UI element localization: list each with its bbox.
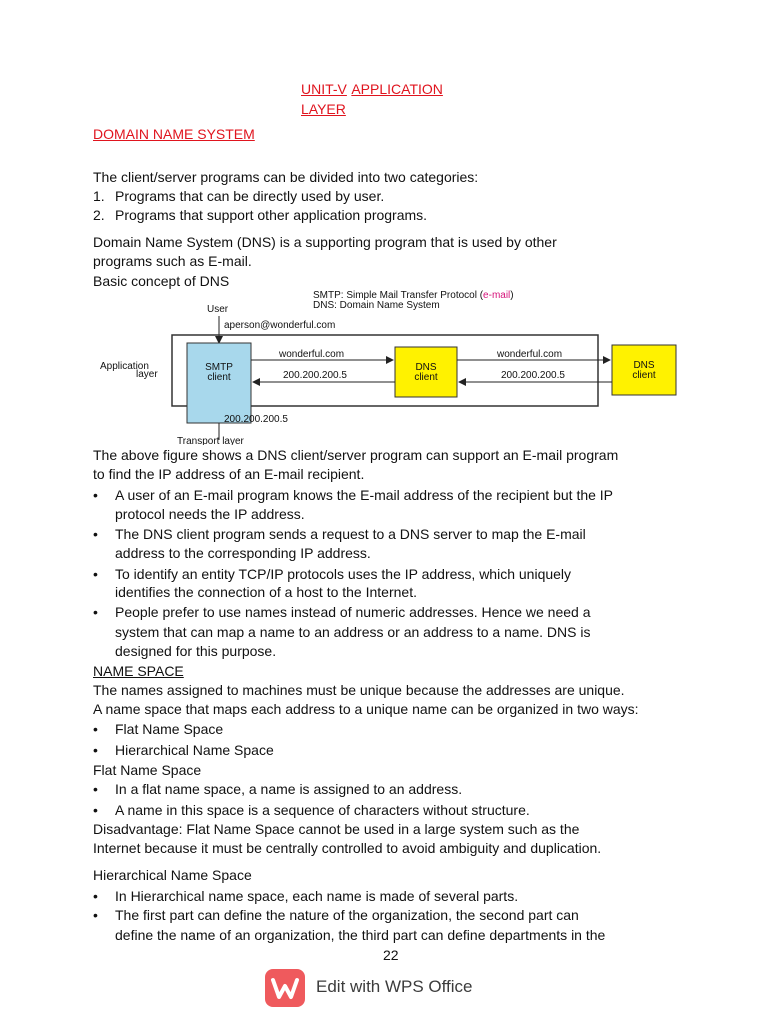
name-space-text-2: A name space that maps each address to a unique name can be organized in two ways: [93,701,639,717]
app-layer-label: Application [100,361,149,372]
figure-description-line2: to find the IP address of an E-mail recipient. [93,466,365,482]
title-unit: UNIT-V [301,81,347,97]
ip-label-2: 200.200.200.5 [501,370,565,381]
dns-client-label-2: client [414,372,438,383]
disadvantage-line2: Internet because it must be centrally controlled to avoid ambiguity and duplication. [93,840,602,856]
section-heading: DOMAIN NAME SYSTEM [93,126,255,142]
numbered-item: 2. Programs that support other application programs. [93,207,428,223]
smtp-client-box [187,343,251,423]
page-title-line2: LAYER [301,101,346,117]
dns-server-label: DNS [633,360,655,371]
wps-edit-label: Edit with WPS Office [316,977,473,996]
basic-concept-heading: Basic concept of DNS [93,273,230,289]
disadvantage: Disadvantage: Flat Name Space cannot be used in a large system such as the [93,821,580,837]
domain-label-2: wonderful.com [497,349,563,360]
page-number: 22 [383,947,399,963]
legend-dns: DNS: Domain Name System [313,300,440,311]
disadvantage-label: Disadvantage: [93,821,183,837]
numbered-item: 1. Programs that can be directly used by user. [93,188,385,204]
figure-description: The above figure shows a DNS client/server program can support an E-mail program [93,447,619,463]
dns-diagram [93,290,681,445]
user-label: User [207,304,229,315]
domain-label-1: wonderful.com [279,349,345,360]
dns-definition-line2: programs such as E-mail. [93,253,252,269]
flat-heading: Flat Name Space [93,762,202,778]
title-application: APPLICATION [351,81,443,97]
dns-server-label-2: client [632,370,656,381]
dns-client-label: DNS [415,362,437,373]
wps-logo-icon [265,969,305,1007]
dns-definition: Domain Name System (DNS) is a supporting program that is used by other [93,234,557,250]
intro-line: The client/server programs can be divided into two categories: [93,169,479,185]
smtp-client-label: SMTP [205,362,233,373]
smtp-client-label-2: client [207,372,231,383]
name-space-text: The names assigned to machines must be unique because the addresses are unique. [93,682,625,698]
dns-term: Domain Name System [93,234,234,250]
name-space-heading: NAME SPACE [93,663,184,679]
app-layer-label-2: layer [136,369,158,380]
ip-label-3: 200.200.200.5 [224,414,288,425]
hier-heading: Hierarchical Name Space [93,867,252,883]
email-label: aperson@wonderful.com [224,320,336,331]
legend-smtp: SMTP: Simple Mail Transfer Protocol (e-mail) [313,290,514,301]
ip-label-1: 200.200.200.5 [283,370,347,381]
transport-label: Transport layer [177,436,244,445]
page-title [301,81,443,99]
wps-edit-link[interactable] [265,968,495,1008]
